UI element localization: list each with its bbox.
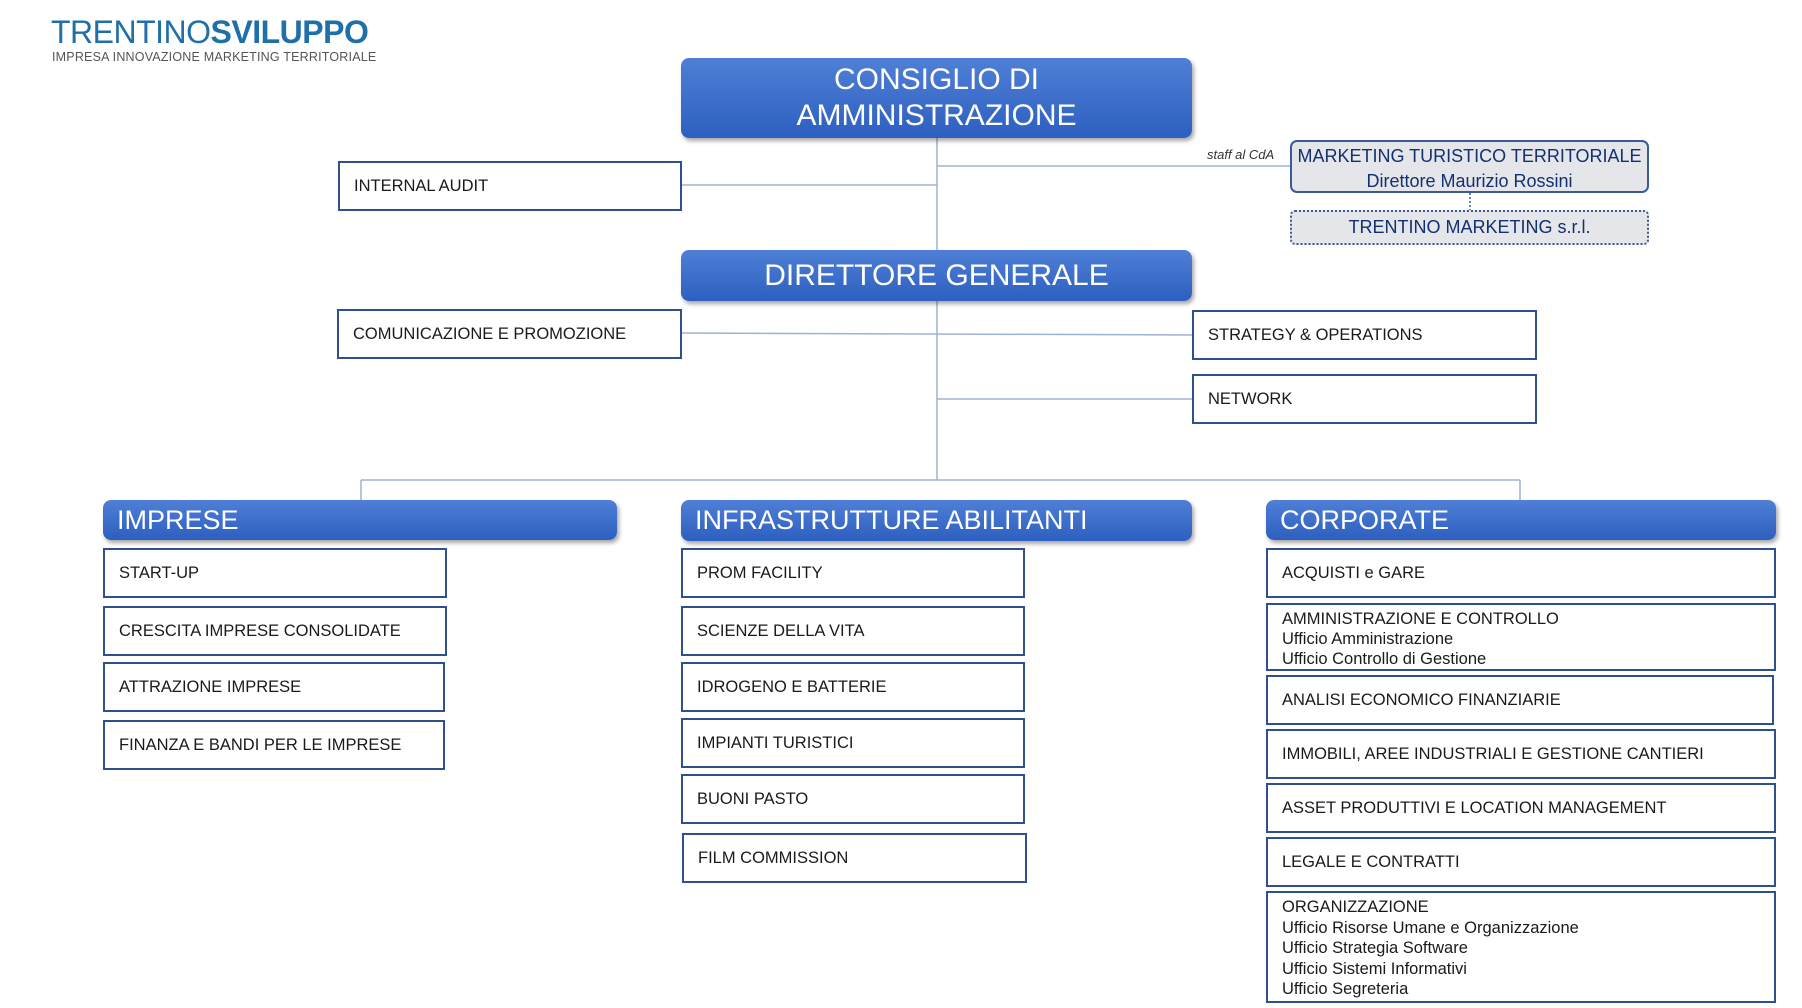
infra-item: PROM FACILITY <box>681 548 1025 598</box>
board-line1: CONSIGLIO DI <box>833 63 1040 96</box>
corporate-item <box>1266 891 1776 1003</box>
imprese-header: IMPRESE <box>103 500 617 540</box>
trentino-marketing-box: TRENTINO MARKETING s.r.l. <box>1290 210 1649 245</box>
infra-item: SCIENZE DELLA VITA <box>681 606 1025 656</box>
corporate-item-line: ORGANIZZAZIONE <box>1282 898 1429 916</box>
logo-part1: TRENTINO <box>51 14 211 50</box>
logo-tagline: IMPRESA INNOVAZIONE MARKETING TERRITORIALE <box>52 50 377 64</box>
corporate-item <box>1266 837 1776 887</box>
corporate-item-line: ASSET PRODUTTIVI E LOCATION MANAGEMENT <box>1282 798 1667 817</box>
corporate-item-line: Ufficio Risorse Umane e Organizzazione <box>1282 918 1579 937</box>
corporate-item-line: AMMINISTRAZIONE E CONTROLLO <box>1282 610 1559 628</box>
infra-item: IMPIANTI TURISTICI <box>681 718 1025 768</box>
imprese-item: ATTRAZIONE IMPRESE <box>103 662 445 712</box>
corporate-item <box>1266 548 1776 598</box>
imprese-item: CRESCITA IMPRESE CONSOLIDATE <box>103 606 447 656</box>
infra-item: FILM COMMISSION <box>682 833 1027 883</box>
staff-marketing-box <box>1290 140 1649 193</box>
corporate-item-line: IMMOBILI, AREE INDUSTRIALI E GESTIONE CANTIERI <box>1282 744 1704 763</box>
corporate-item-line: ACQUISTI e GARE <box>1282 563 1426 582</box>
staff-note: staff al CdA <box>1207 147 1275 162</box>
board-header <box>681 58 1192 138</box>
imprese-item: START-UP <box>103 548 447 598</box>
corporate-item <box>1266 603 1776 671</box>
board-line2: AMMINISTRAZIONE <box>796 99 1077 132</box>
comunicazione-strategy-line <box>681 333 1192 335</box>
strategy-box: STRATEGY & OPERATIONS <box>1192 310 1537 360</box>
internal-audit-box: INTERNAL AUDIT <box>338 161 682 211</box>
imprese-item: FINANZA E BANDI PER LE IMPRESE <box>103 720 445 770</box>
director-header: DIRETTORE GENERALE <box>681 250 1192 301</box>
staff-line2: Direttore Maurizio Rossini <box>1366 171 1573 191</box>
corporate-item-line: Ufficio Segreteria <box>1282 980 1409 998</box>
corporate-header: CORPORATE <box>1266 500 1776 540</box>
corporate-item-line: LEGALE E CONTRATTI <box>1282 852 1460 871</box>
corporate-item-line: Ufficio Strategia Software <box>1282 939 1468 957</box>
corporate-item-line: Ufficio Amministrazione <box>1282 630 1454 648</box>
network-box: NETWORK <box>1192 374 1537 424</box>
logo-part2: SVILUPPO <box>210 14 369 50</box>
corporate-item-line: ANALISI ECONOMICO FINANZIARIE <box>1282 690 1561 709</box>
infra-item: BUONI PASTO <box>681 774 1025 824</box>
corporate-item <box>1266 783 1776 833</box>
staff-line1: MARKETING TURISTICO TERRITORIALE <box>1297 146 1642 166</box>
comunicazione-box: COMUNICAZIONE E PROMOZIONE <box>337 309 682 359</box>
logo <box>51 14 368 50</box>
infra-header: INFRASTRUTTURE ABILITANTI <box>681 500 1192 541</box>
corporate-item <box>1266 675 1774 725</box>
corporate-item <box>1266 729 1776 779</box>
infra-item: IDROGENO E BATTERIE <box>681 662 1025 712</box>
corporate-item-line: Ufficio Sistemi Informativi <box>1282 959 1467 978</box>
corporate-item-line: Ufficio Controllo di Gestione <box>1282 650 1487 668</box>
